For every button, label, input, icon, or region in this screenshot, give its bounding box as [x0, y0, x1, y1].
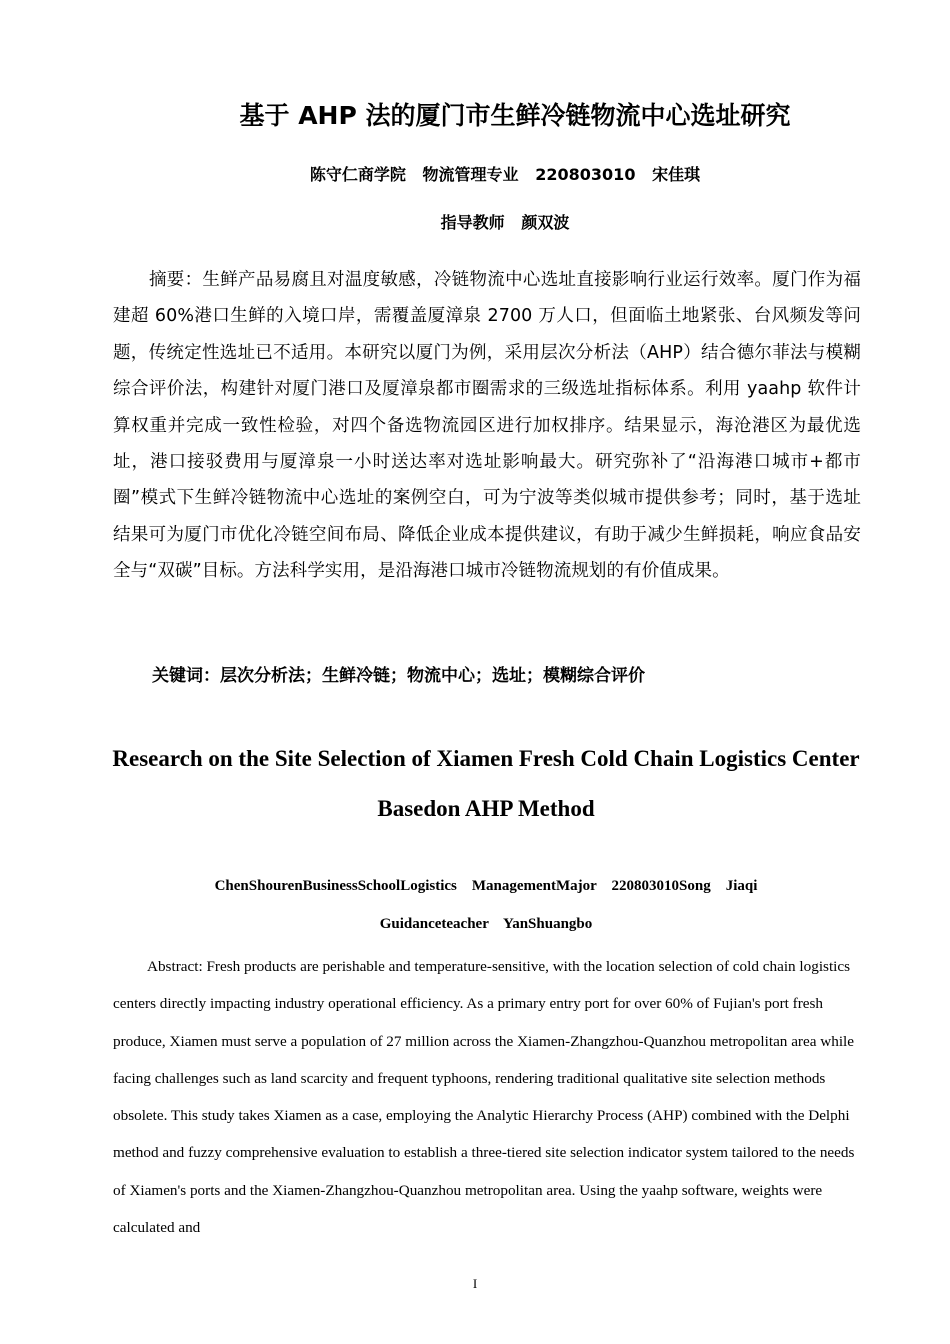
chinese-advisor-line: 指导教师 颜双波 [440, 213, 570, 232]
chinese-abstract: 摘要：生鲜产品易腐且对温度敏感，冷链物流中心选址直接影响行业运行效率。厦门作为福建超 60%港口生鲜的入境口岸，需覆盖厦漳泉 2700 万人口，但面临土地紧张、台风频发等问题，传统定性选址已不适用。本研究以厦门为例，采用层次分析法（AHP）结合德尔菲法与模糊综合评价法，构建针对厦门港口及厦漳泉都市圈需求的三级选址指标体系。利用 yaahp 软件计算权重并完成一致性检验，对四个备选物流园区进行加权排序。结果显示，海沧港区为最优选址，港口接驳费用与厦漳泉一小时送达率对选址影响最大。研究弥补了“沿海港口城市+都市圈”模式下生鲜冷链物流中心选址的案例空白，可为宁波等类似城市提供参考；同时，基于选址结果可为厦门市优化冷链空间布局、降低企业成本提供建议，有助于减少生鲜损耗，响应食品安全与“双碳”目标。方法科学实用，是沿海港口城市冷链物流规划的有价值成果。 [113, 270, 861, 582]
english-title: Research on the Site Selection of Xiamen Fresh Cold Chain Logistics Center Basedon AHP Method [112, 746, 860, 821]
english-advisor-line: Guidanceteacher YanShuangbo [379, 916, 593, 932]
chinese-title: 基于 AHP 法的厦门市生鲜冷链物流中心选址研究 [239, 101, 791, 130]
chinese-author-line: 陈守仁商学院 物流管理专业 220803010 宋佳琪 [309, 165, 701, 184]
page-number: I [472, 1276, 478, 1291]
chinese-keywords: 关键词：层次分析法；生鲜冷链；物流中心；选址；模糊综合评价 [152, 666, 645, 686]
english-author-line: ChenShourenBusinessSchoolLogistics ManagementMajor 220803010Song Jiaqi [214, 878, 758, 894]
english-abstract: Abstract: Fresh products are perishable and temperature-sensitive, with the location selection of cold chain logistics centers directly impacting industry operational efficiency. As a primary entry port for over 60% of Fujian's port fresh produce, Xiamen must serve a population of 27 million across the Xiamen-Zhangzhou-Quanzhou metropolitan area while facing challenges such as land scarcity and frequent typhoons, rendering traditional qualitative site selection methods obsolete. This study takes Xiamen as a case, employing the Analytic Hierarchy Process (AHP) combined with the Delphi method and fuzzy comprehensive evaluation to establish a three-tiered site selection indicator system tailored to the needs of Xiamen's ports and the Xiamen-Zhangzhou-Quanzhou metropolitan area. Using the yaahp software, weights were calculated and [113, 958, 855, 1237]
